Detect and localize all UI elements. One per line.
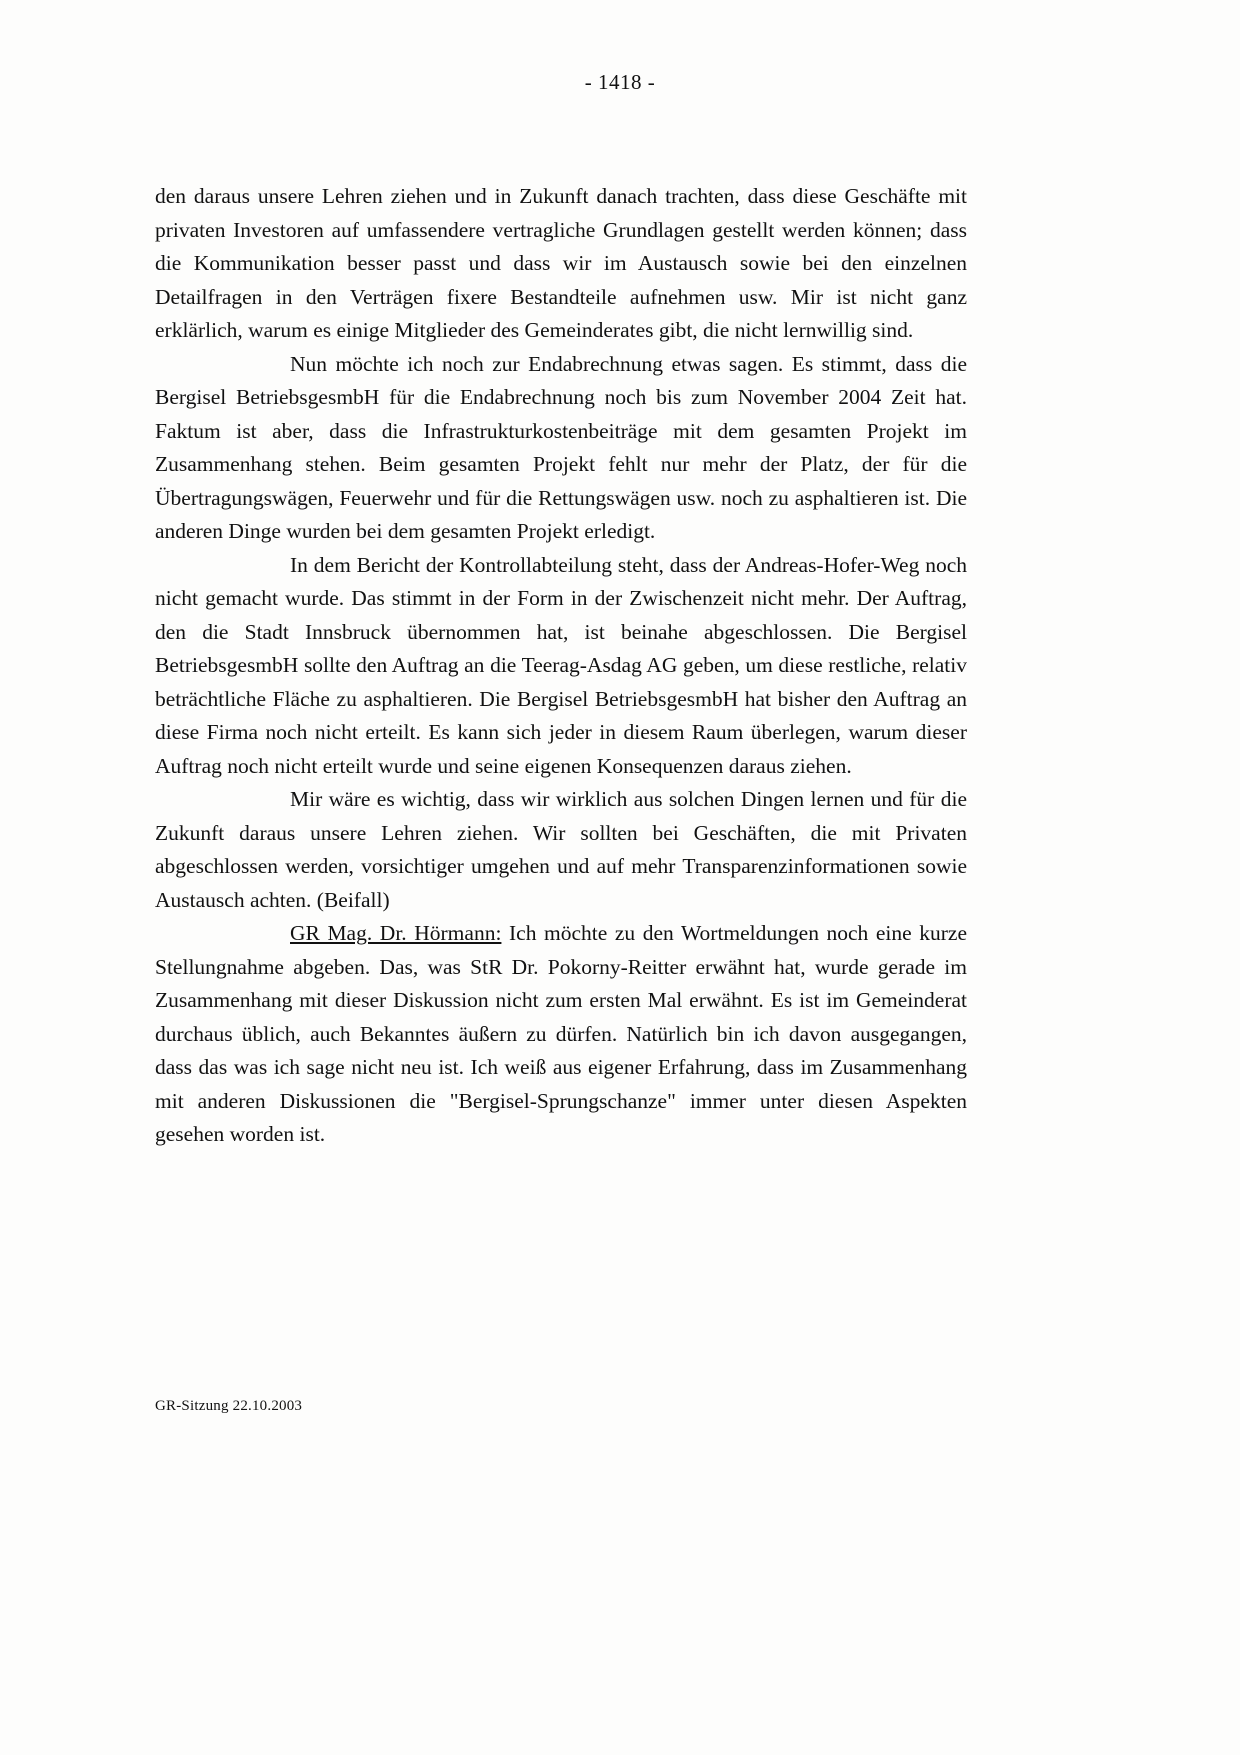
page-number: - 1418 -	[584, 70, 656, 94]
paragraph: Mir wäre es wichtig, dass wir wirklich aus solchen Dingen lernen und für die Zukunft daraus unsere Lehren ziehen. Wir sollten bei Geschäften, die mit Privaten abgeschlossen werden, vorsichtiger umgehen und auf mehr Transparenzinformationen sowie Austausch achten. (Beifall)	[155, 787, 967, 912]
paragraph: Nun möchte ich noch zur Endabrechnung etwas sagen. Es stimmt, dass die Bergisel BetriebsgesmbH für die Endabrechnung noch bis zum November 2004 Zeit hat. Faktum ist aber, dass die Infrastrukturkostenbeiträge mit dem gesamten Projekt im Zusammenhang stehen. Beim gesamten Projekt fehlt nur mehr der Platz, der für die Übertragungswägen, Feuerwehr und für die Rettungswägen usw. noch zu asphaltieren ist. Die anderen Dinge wurden bei dem gesamten Projekt erledigt.	[155, 351, 967, 543]
paragraph-text: Ich möchte zu den Wortmeldungen noch eine kurze Stellungnahme abgeben. Das, was StR Dr. Pokorny-Reitter erwähnt hat, wurde gerade im Zusammenhang mit dieser Diskussion nicht zum ersten Mal erwähnt. Es ist im Gemeinderat durchaus üblich, auch Bekanntes äußern zu dürfen. Natürlich bin ich davon ausgegangen, dass das was ich sage nicht neu ist. Ich weiß aus eigener Erfahrung, dass im Zusammenhang mit anderen Diskussionen die "Bergisel-Sprungschanze" immer unter diesen Aspekten gesehen worden ist.	[155, 921, 968, 1146]
speaker-name: GR Mag. Dr. Hörmann:	[290, 921, 502, 945]
paragraph: den daraus unsere Lehren ziehen und in Zukunft danach trachten, dass diese Geschäfte mit privaten Investoren auf umfassendere vertragliche Grundlagen gestellt werden können; dass die Kommunikation besser passt und dass wir im Austausch sowie bei den einzelnen Detailfragen in den Verträgen fixere Bestandteile aufnehmen usw. Mir ist nicht ganz erklärlich, warum es einige Mitglieder des Gemeinderates gibt, die nicht lernwillig sind.	[155, 184, 967, 342]
paragraph: In dem Bericht der Kontrollabteilung steht, dass der Andreas-Hofer-Weg noch nicht gemacht wurde. Das stimmt in der Form in der Zwischenzeit nicht mehr. Der Auftrag, den die Stadt Innsbruck übernommen hat, ist beinahe abgeschlossen. Die Bergisel BetriebsgesmbH sollte den Auftrag an die Teerag-Asdag AG geben, um diese restliche, relativ beträchtliche Fläche zu asphaltieren. Die Bergisel BetriebsgesmbH hat bisher den Auftrag an diese Firma noch nicht erteilt. Es kann sich jeder in diesem Raum überlegen, warum dieser Auftrag noch nicht erteilt wurde und seine eigenen Konsequenzen daraus ziehen.	[155, 552, 967, 778]
page-footer: GR-Sitzung 22.10.2003	[155, 1398, 303, 1414]
paragraph	[155, 917, 967, 1152]
text-body	[155, 180, 967, 1152]
